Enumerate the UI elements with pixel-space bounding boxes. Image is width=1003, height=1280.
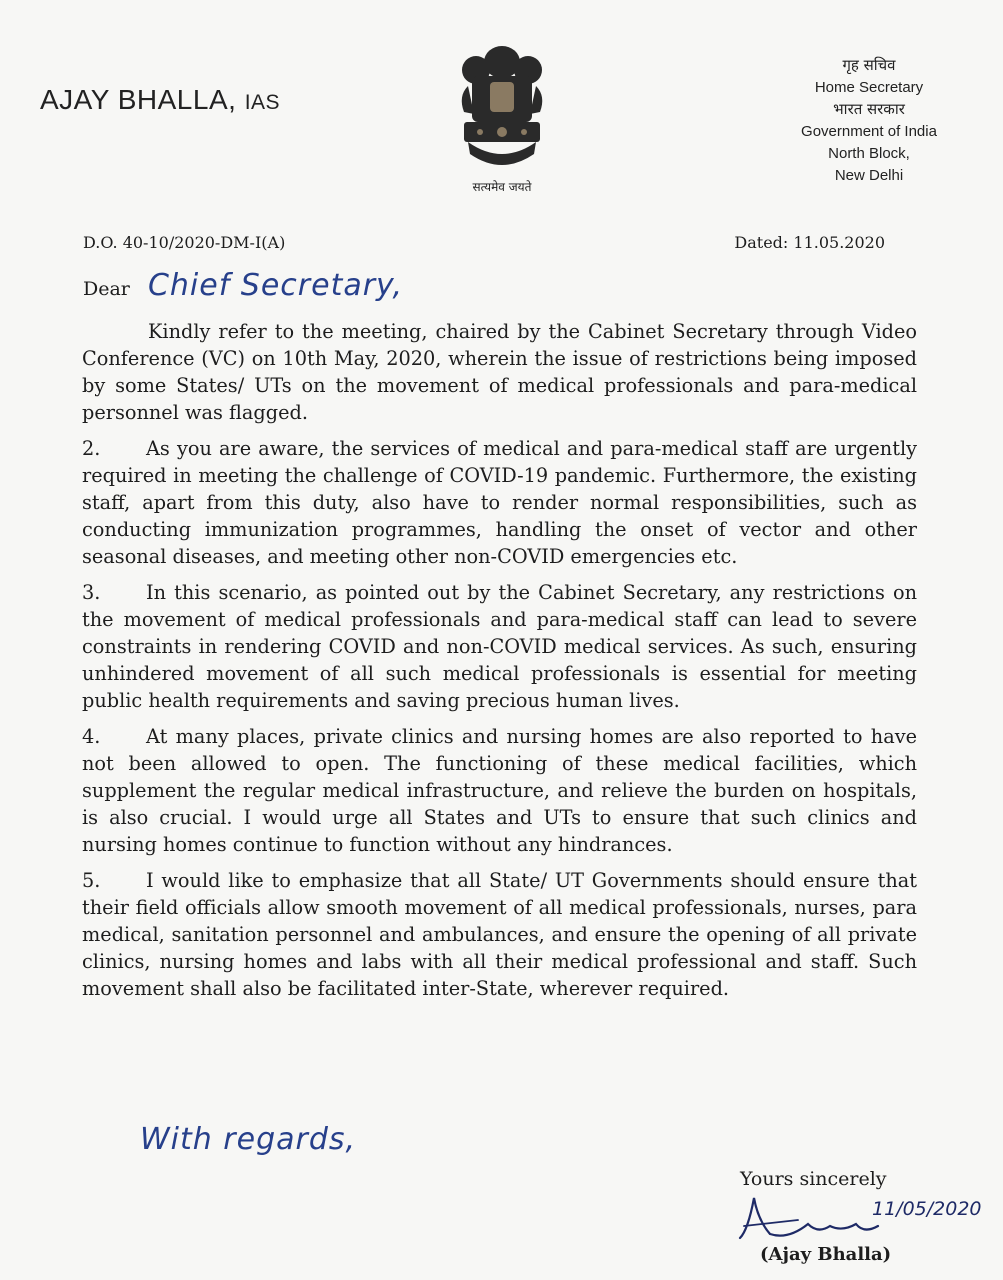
national-emblem [446, 36, 558, 196]
reference-number: D.O. 40-10/2020-DM-I(A) [83, 233, 286, 252]
address-line-1: North Block, [828, 145, 910, 162]
salutation [83, 268, 403, 303]
paragraph-2 [82, 435, 917, 570]
paragraph-2-number: 2. [82, 437, 101, 460]
emblem-motto: सत्यमेव जयते [472, 180, 532, 194]
government-name: Government of India [801, 123, 937, 140]
paragraph-3-text: In this scenario, as pointed out by the Cabinet Secretary, any restrictions on the movement of medical professionals and para-medical staff can lead to severe constraints in rendering COVID and non-COVID medical services. As such, ensuring unhindered movement of all such medical professionals is essential for meeting public health requirements and saving precious human lives. [82, 581, 917, 712]
paragraph-5-number: 5. [82, 869, 101, 892]
handwritten-addressee: Chief Secretary, [147, 268, 404, 303]
sender-name [40, 84, 280, 116]
government-hindi: भारत सरकार [833, 100, 905, 118]
letter-body [82, 318, 917, 1011]
paragraph-1-text: Kindly refer to the meeting, chaired by the Cabinet Secretary through Video Conference (VC) on 10th May, 2020, wherein the issue of restrictions being imposed by some States/ UTs on the movement of medical professionals and para-medical personnel was flagged. [82, 320, 917, 424]
office-title: Home Secretary [814, 79, 924, 96]
paragraph-5-text: I would like to emphasize that all State/ UT Governments should ensure that their field officials allow smooth movement of all medical professionals, nurses, para medical, sanitation personnel and ambulances, and ensure the opening of all private clinics, nursing homes and labs with all their medical professional and staff. Such movement shall also be facilitated inter-State, wherever required. [82, 869, 917, 1000]
paragraph-5 [82, 867, 917, 1002]
closing: Yours sincerely [740, 1168, 887, 1190]
handwritten-regards: With regards, [140, 1122, 357, 1157]
letter-date: Dated: 11.05.2020 [734, 233, 885, 252]
signature-date: 11/05/2020 [872, 1198, 982, 1220]
paragraph-4-text: At many places, private clinics and nursing homes are also reported to have not been allowed to open. The functioning of these medical facilities, which supplement the regular medical infrastructure, and relieve the burden on hospitals, is also crucial. I would urge all States and UTs to ensure that such clinics and nursing homes continue to function without any hindrances. [82, 725, 917, 856]
office-address [769, 58, 969, 190]
office-title-hindi: गृह सचिव [842, 56, 896, 74]
paragraph-2-text: As you are aware, the services of medical and para-medical staff are urgently required in meeting the challenge of COVID-19 pandemic. Furthermore, the existing staff, apart from this duty, also have to render normal responsibilities, such as conducting immunization programmes, handling the onset of vector and other seasonal diseases, and meeting other non-COVID emergencies etc. [82, 437, 917, 568]
paragraph-3-number: 3. [82, 581, 101, 604]
sender-suffix: IAS [244, 91, 281, 114]
paragraph-1 [82, 318, 917, 426]
paragraph-3 [82, 579, 917, 714]
paragraph-4-number: 4. [82, 725, 101, 748]
salutation-text: Dear [83, 278, 130, 300]
signatory-name: (Ajay Bhalla) [760, 1244, 892, 1265]
address-line-2: New Delhi [834, 167, 904, 184]
sender-name-text: AJAY BHALLA, [40, 84, 237, 115]
paragraph-4 [82, 723, 917, 858]
lion-capital-emblem-icon [446, 36, 558, 176]
